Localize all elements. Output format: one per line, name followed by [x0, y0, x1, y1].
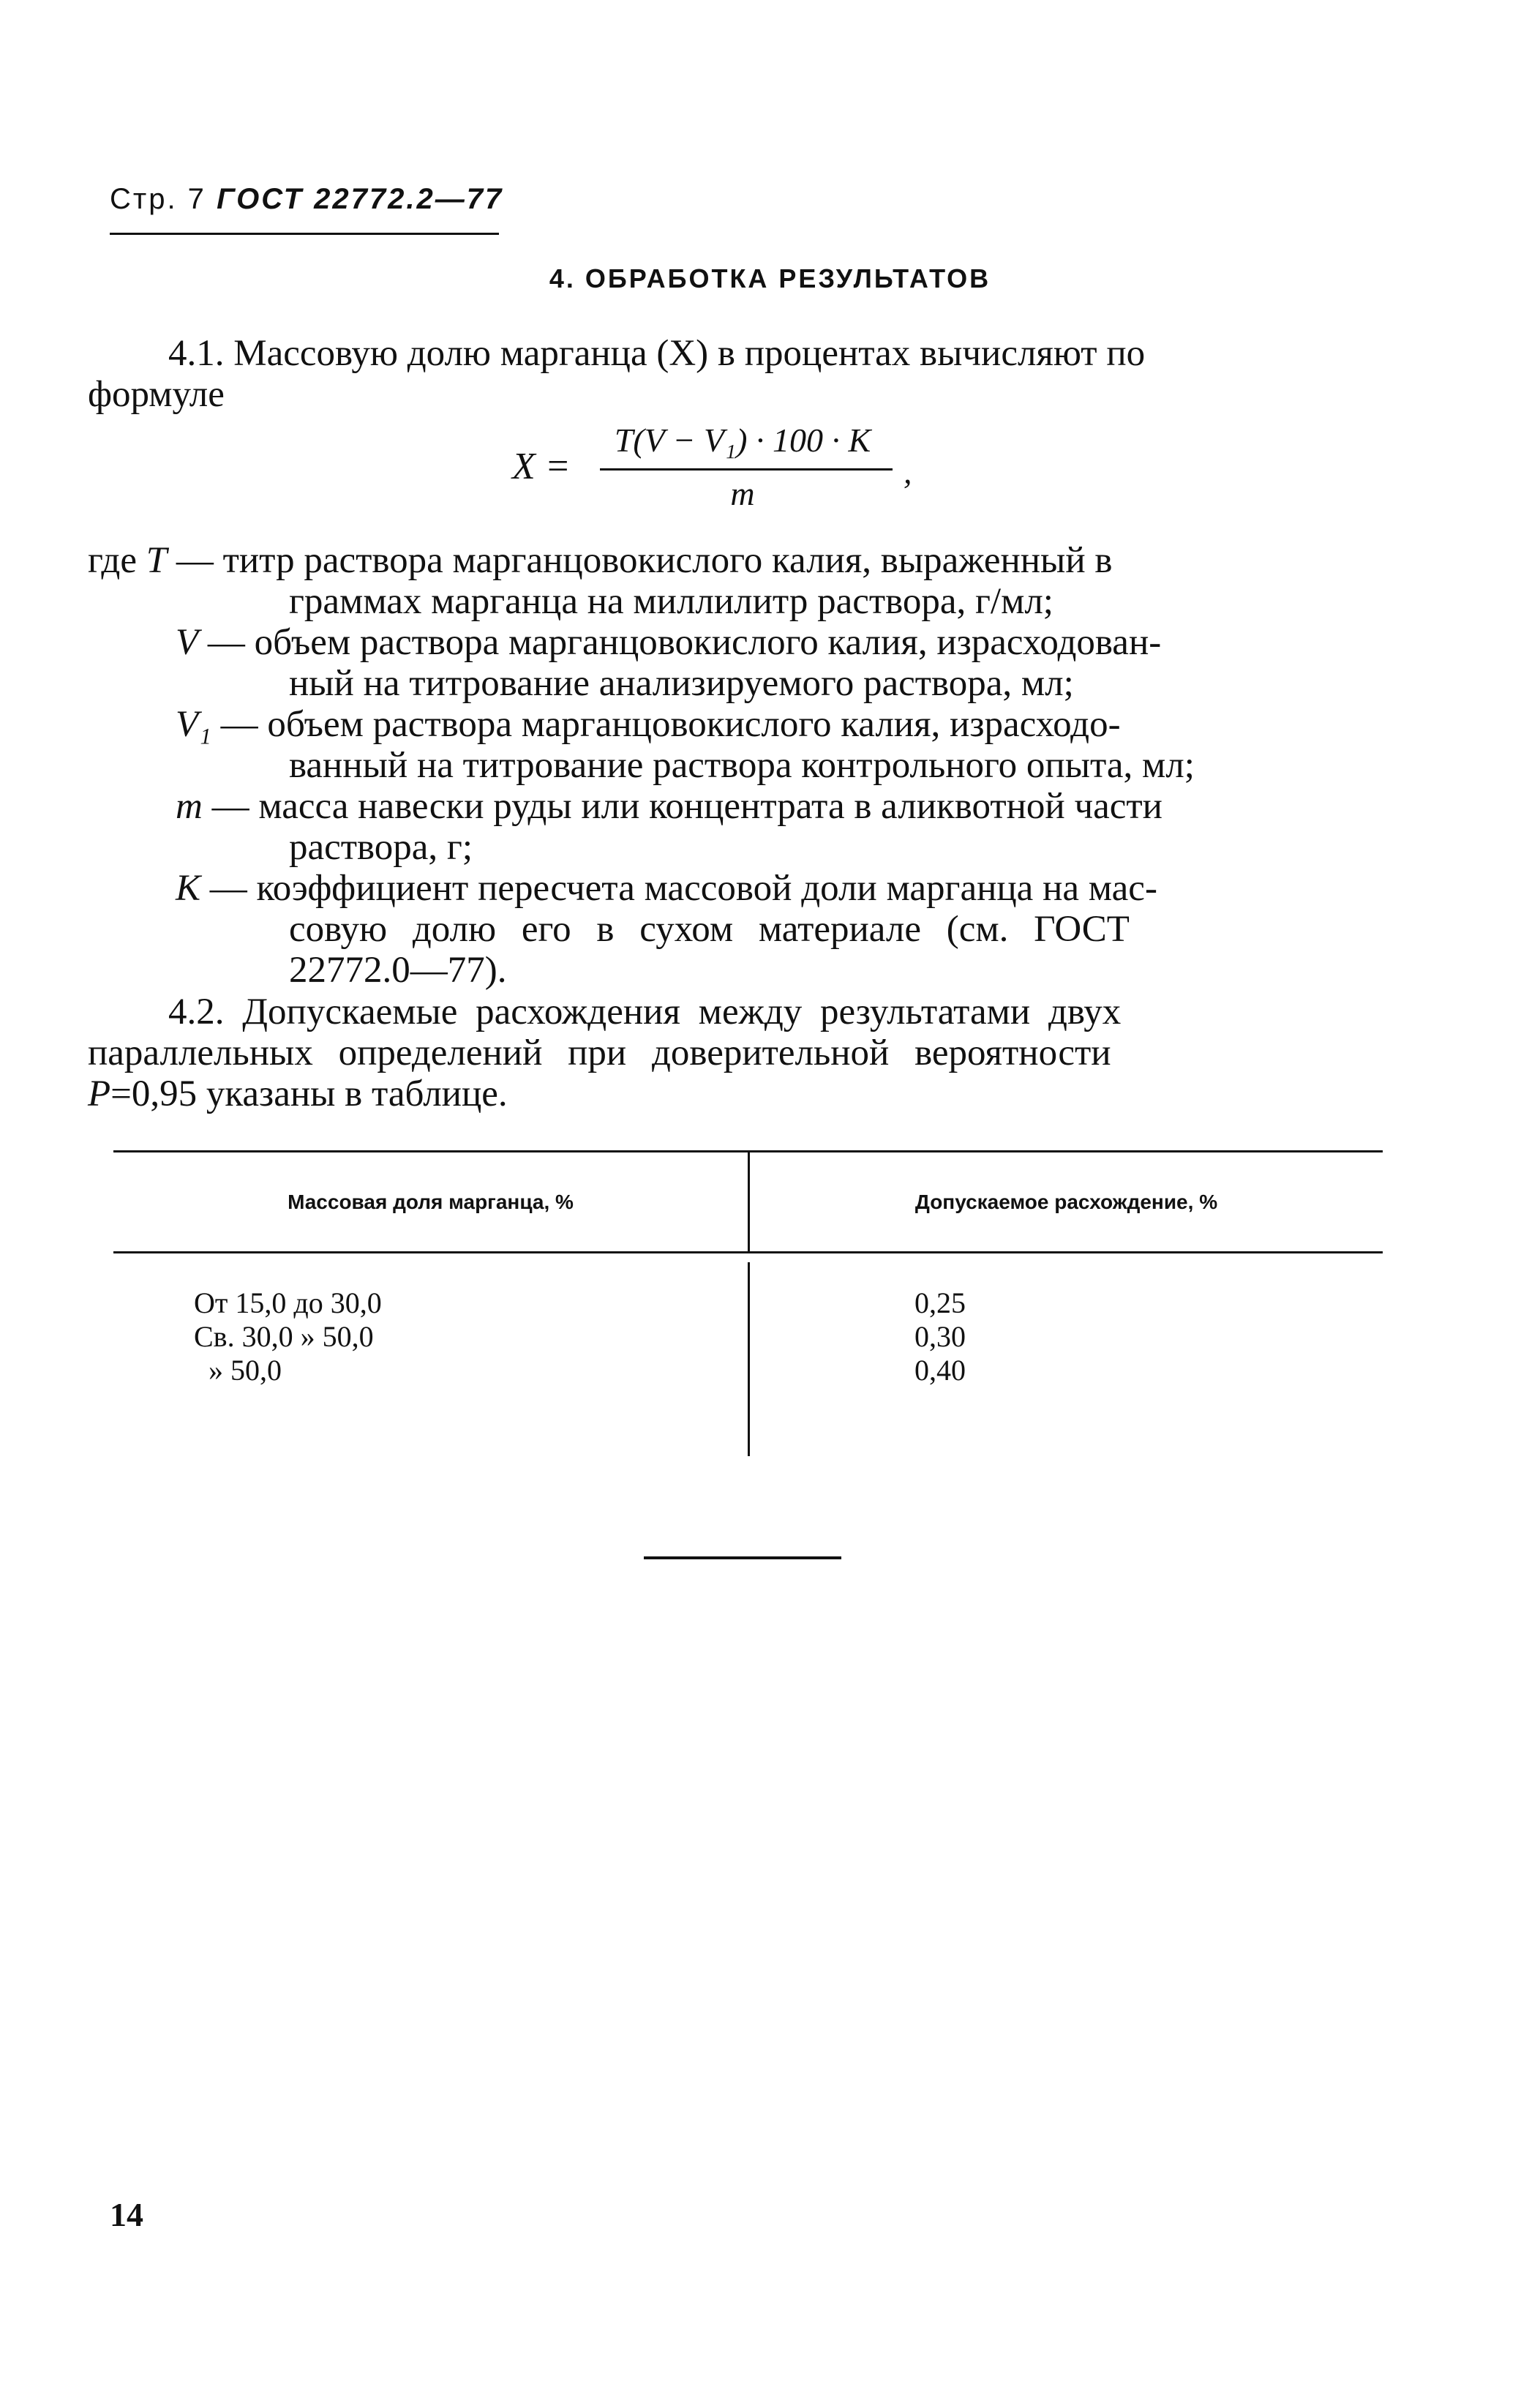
table-header-rule [113, 1251, 1383, 1253]
fraction-bar [600, 468, 893, 471]
end-rule [644, 1556, 841, 1559]
table-row [209, 1354, 282, 1387]
paragraph-4-1-line1: 4.1. Массовую долю марганца (X) в процентах вычисляют по [168, 333, 1146, 374]
standard-number: ГОСТ 22772.2—77 [217, 183, 504, 215]
header-rule [110, 233, 499, 235]
def-T-symbol: T [146, 540, 168, 581]
paragraph-4-2-line3: P=0,95 указаны в таблице. [88, 1073, 508, 1114]
where-word: где [88, 540, 137, 581]
def-K-line2: совую долю его в сухом материале (см. ГОСТ [289, 909, 1130, 950]
row1-range: От 15,0 до 30,0 [194, 1286, 382, 1319]
def-T-line1: где T — титр раствора марганцовокислого калия, выраженный в [88, 540, 1113, 581]
def-K-line1: K — коэффициент пересчета массовой доли марганца на мас- [176, 868, 1157, 909]
formula-comma: , [904, 453, 912, 490]
header-tolerance: Допускаемое расхождение, % [914, 1191, 1218, 1213]
paragraph-4-2-line2: параллельных определений при доверительной вероятности [88, 1032, 1111, 1073]
row2-value: 0,30 [914, 1320, 966, 1353]
def-K-line3: 22772.0—77). [289, 950, 507, 991]
def-m-symbol: m [176, 786, 203, 827]
page-label: Стр. 7 [110, 183, 206, 215]
table-row [194, 1286, 382, 1320]
row3-value: 0,40 [914, 1354, 966, 1387]
def-K-symbol: K [176, 868, 201, 909]
row1-value: 0,25 [914, 1286, 966, 1319]
formula-denominator: m [730, 475, 755, 512]
paragraph-4-2-line1: 4.2. Допускаемые расхождения между результатами двух [168, 992, 1122, 1032]
def-V-line2: ный на титрование анализируемого раствора, мл; [289, 663, 1074, 704]
def-V-line1: V — объем раствора марганцовокислого калия, израсходован- [176, 622, 1162, 663]
header-mass-fraction: Массовая доля марганца, % [288, 1191, 574, 1213]
def-m-line1: m — масса навески руды или концентрата в аликвотной части [176, 786, 1162, 827]
row3-range: » 50,0 [209, 1354, 282, 1387]
def-V1-line2: ванный на титрование раствора контрольного опыта, мл; [289, 745, 1195, 786]
def-V1-symbol: V₁ [176, 704, 211, 745]
def-m-line2: раствора, г; [289, 827, 473, 868]
running-head [110, 183, 503, 216]
row2-range: Св. 30,0 » 50,0 [194, 1320, 374, 1353]
p-symbol: P [88, 1073, 111, 1114]
table-row [194, 1320, 374, 1354]
formula-lhs: X = [512, 446, 571, 487]
formula-numerator: T(V − V₁) · 100 · K [614, 421, 871, 459]
page-number: 14 [110, 2196, 143, 2233]
def-V1-line1: V₁ — объем раствора марганцовокислого калия, израсходо- [176, 704, 1121, 745]
def-V-symbol: V [176, 622, 199, 663]
section-title: 4. ОБРАБОТКА РЕЗУЛЬТАТОВ [549, 263, 991, 293]
paragraph-4-1-line2: формуле [88, 374, 225, 415]
def-T-line2: граммах марганца на миллилитр раствора, г/мл; [289, 581, 1053, 622]
